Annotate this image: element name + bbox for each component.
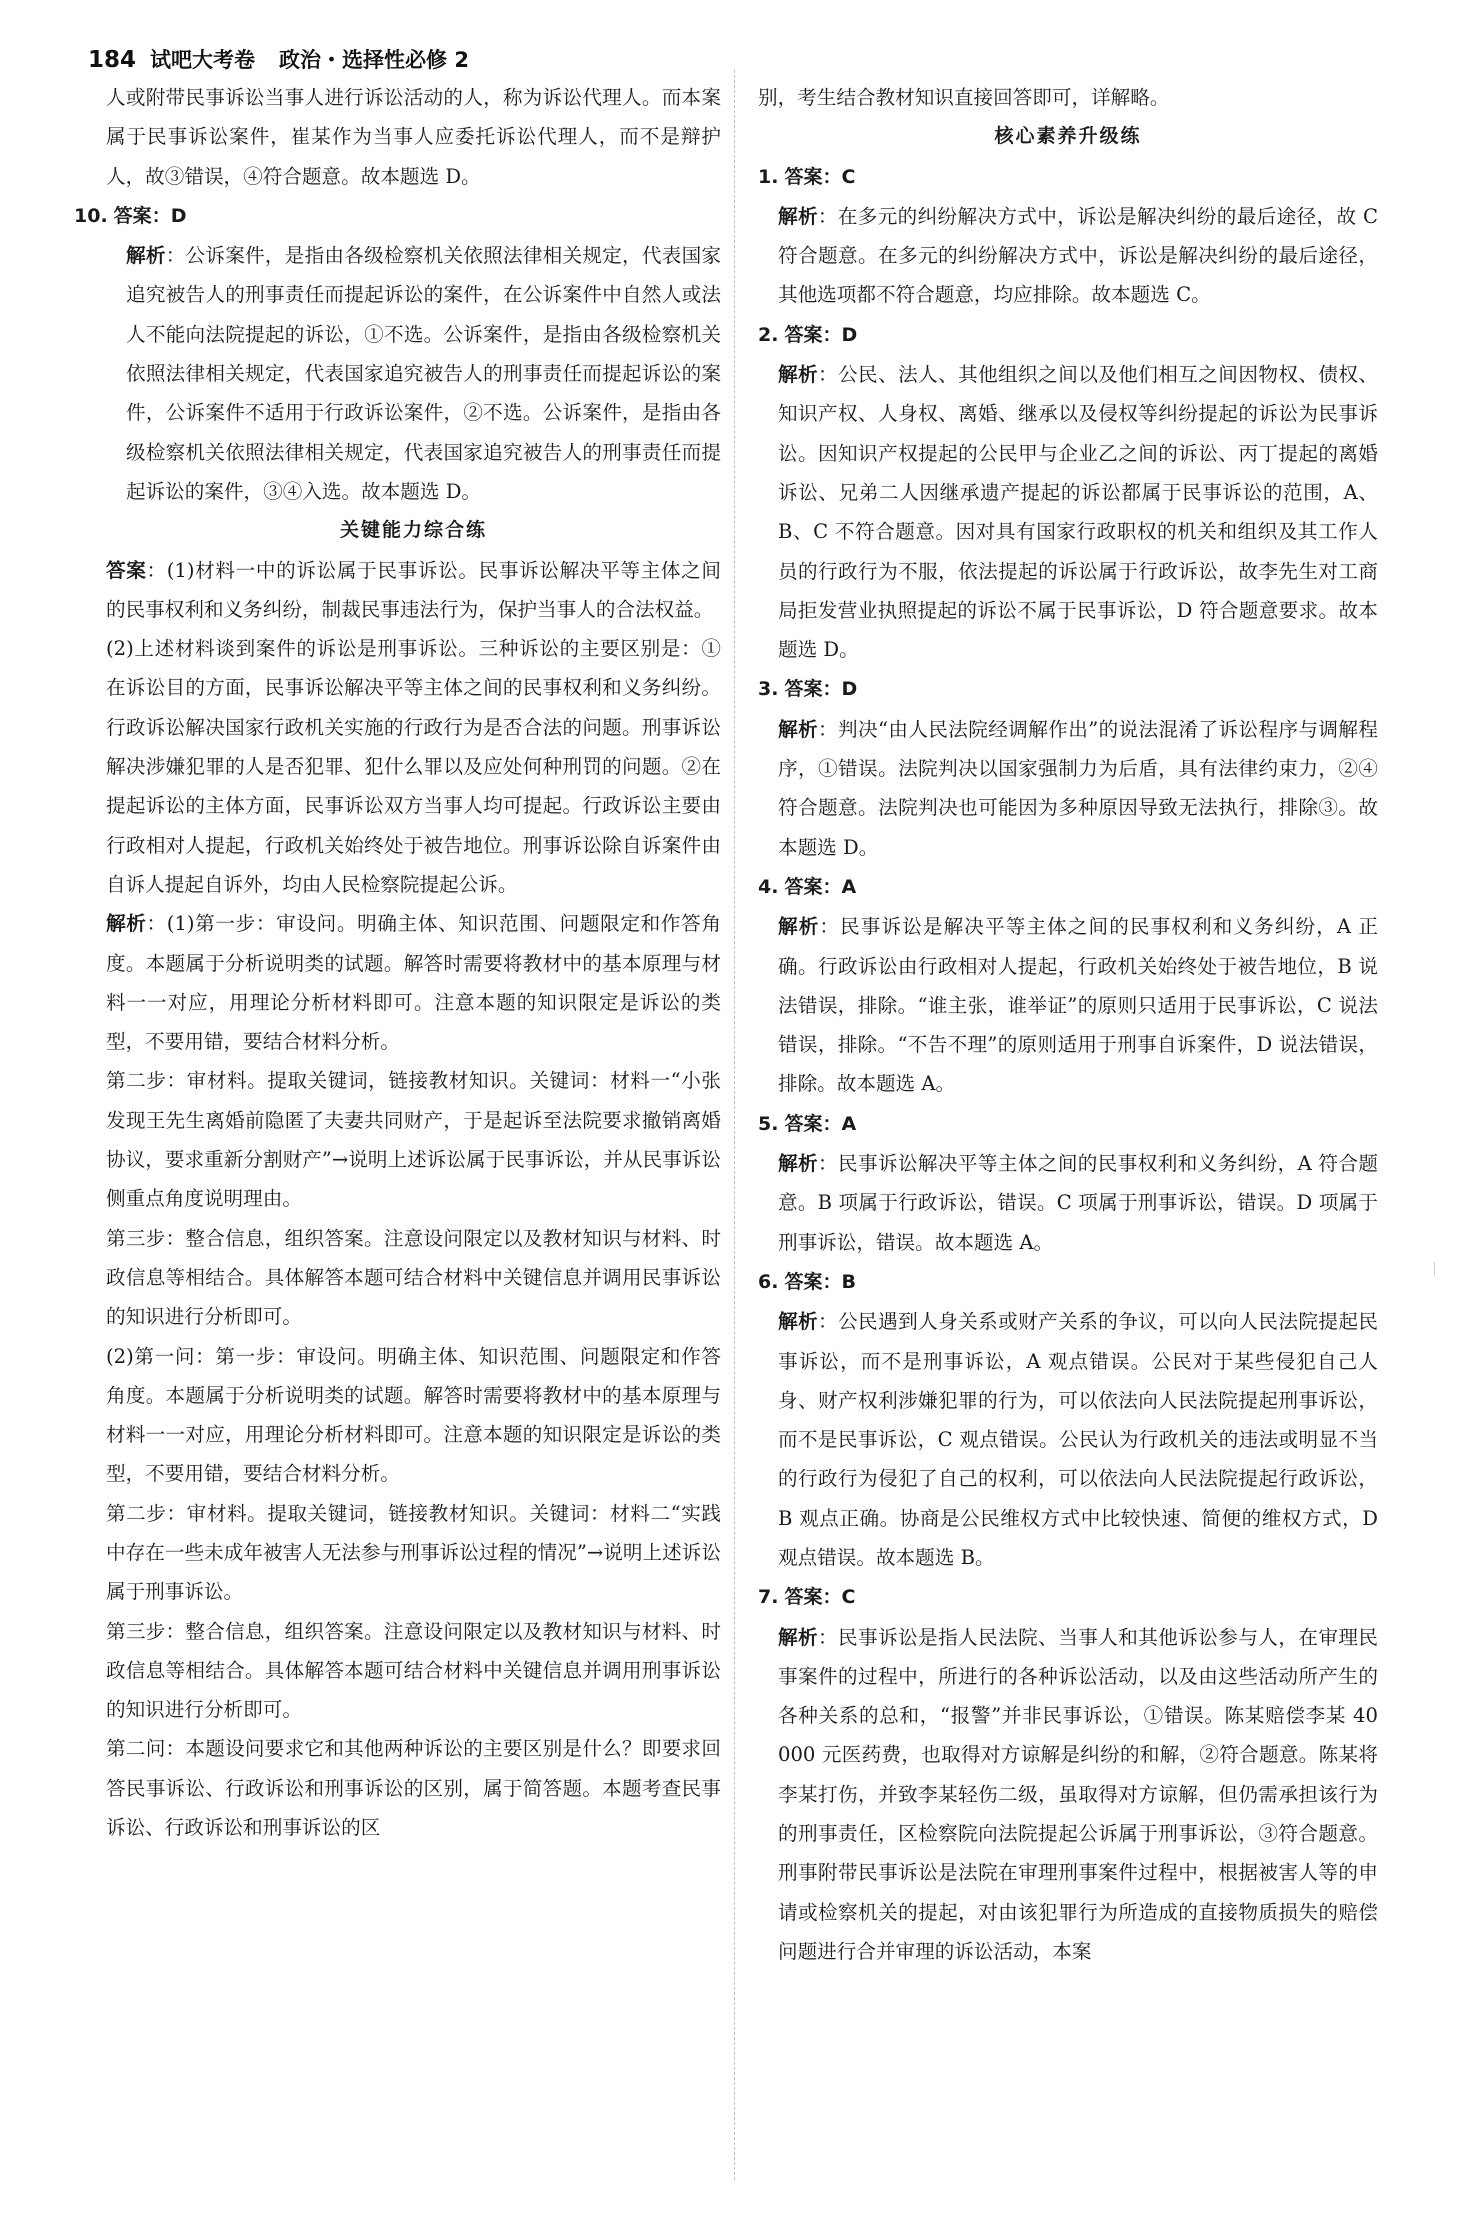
analysis-label: 解析	[106, 912, 147, 936]
question-1-answer	[758, 157, 1378, 197]
answer-label: 答案	[106, 558, 147, 582]
question-number: 3. 答案：D	[758, 678, 858, 701]
question-7-answer	[758, 1577, 1378, 1617]
question-4-analysis: 解析：民事诉讼是解决平等主体之间的民事权利和义务纠纷，A 正确。行政诉讼由行政相对人提起，行政机关始终处于被告地位，B 说法错误，排除。“谁主张，谁举证”的原则只适用于民事诉讼，C 说法错误，排除。“不告不理”的原则适用于刑事自诉案件，D 说法错误，排除。故本题选 A。	[778, 915, 1378, 1096]
margin-tick	[1434, 1262, 1435, 1276]
question-number: 7. 答案：C	[758, 1586, 856, 1609]
page-number: 184	[88, 47, 137, 73]
analysis-label: 解析	[126, 244, 166, 268]
section-heading: 核心素养升级练	[994, 125, 1142, 148]
analysis-label: 解析	[778, 363, 819, 387]
question-7-analysis: 解析：民事诉讼是指人民法院、当事人和其他诉讼参与人，在审理民事案件的过程中，所进行的各种诉讼活动，以及由这些活动所产生的各种关系的总和，“报警”并非民事诉讼，①错误。陈某赔偿李某 40 000 元医药费，也取得对方谅解是纠纷的和解，②符合题意。陈某将李某打伤，并致李某轻伤二级，虽取得对方谅解，但仍需承担该行为的刑事责任，区检察院向法院提起公诉属于刑事诉讼，③符合题意。刑事附带民事诉讼是法院在审理刑事案件过程中，根据被害人等的申请或检察机关的提起，对由该犯罪行为所造成的直接物质损失的赔偿问题进行合并审理的诉讼活动，本案	[778, 1625, 1379, 1963]
question-number: 2. 答案：D	[758, 323, 858, 346]
analysis-label: 解析	[778, 915, 820, 939]
left-column	[74, 78, 722, 1847]
analysis-label: 解析	[778, 204, 818, 228]
question-10-analysis	[106, 236, 721, 511]
analysis-paragraph-5: 第二步：审材料。提取关键词，链接教材知识。关键词：材料二“实践中存在一些未成年被害人无法参与刑事诉讼过程的情况”→说明上述诉讼属于刑事诉讼。	[106, 1501, 721, 1604]
answer-paragraph-2: (2)上述材料谈到案件的诉讼是刑事诉讼。三种诉讼的主要区别是：①在诉讼目的方面，民事诉讼解决平等主体之间的民事权利和义务纠纷。行政诉讼解决国家行政机关实施的行政行为是否合法的问题。刑事诉讼解决涉嫌犯罪的人是否犯罪、犯什么罪以及应处何种刑罚的问题。②在提起诉讼的主体方面，民事诉讼双方当事人均可提起。行政诉讼主要由行政相对人提起，行政机关始终处于被告地位。刑事诉讼除自诉案件由自诉人提起自诉外，均由人民检察院提起公诉。	[106, 637, 721, 896]
question-1-analysis: 解析：在多元的纠纷解决方式中，诉讼是解决纠纷的最后途径，故 C 符合题意。在多元的纠纷解决方式中，诉讼是解决纠纷的最后途径，其他选项都不符合题意，均应排除。故本题选 C。	[778, 204, 1378, 307]
analysis-paragraph-1: 解析：(1)第一步：审设问。明确主体、知识范围、问题限定和作答角度。本题属于分析说明类的试题。解答时需要将教材中的基本原理与材料一一对应，用理论分析材料即可。注意本题的知识限定是诉讼的类型，不要用错，要结合材料分析。	[106, 912, 721, 1054]
section-heading: 关键能力综合练	[339, 519, 487, 542]
subject-title: 政治・选择性必修 2	[279, 48, 469, 72]
question-6-answer	[758, 1262, 1378, 1302]
question-10-answer	[74, 196, 721, 236]
question-6-analysis: 解析：公民遇到人身关系或财产关系的争议，可以向人民法院提起民事诉讼，而不是刑事诉讼，A 观点错误。公民对于某些侵犯自己人身、财产权利涉嫌犯罪的行为，可以依法向人民法院提起刑事诉讼，而不是民事诉讼，C 观点错误。公民认为行政机关的违法或明显不当的行政行为侵犯了自己的权利，可以依法向人民法院提起行政诉讼，B 观点正确。协商是公民维权方式中比较快速、简便的维权方式，D 观点错误。故本题选 B。	[778, 1310, 1379, 1569]
continued-paragraph: 人或附带民事诉讼当事人进行诉讼活动的人，称为诉讼代理人。而本案属于民事诉讼案件，崔某作为当事人应委托诉讼代理人，而不是辩护人，故③错误，④符合题意。故本题选 D。	[106, 86, 721, 188]
question-5-answer	[758, 1104, 1378, 1144]
question-2-answer	[758, 315, 1378, 355]
analysis-paragraph-6: 第三步：整合信息，组织答案。注意设问限定以及教材知识与材料、时政信息等相结合。具体解答本题可结合材料中关键信息并调用刑事诉讼的知识进行分析即可。	[106, 1619, 721, 1722]
question-number: 10. 答案	[74, 204, 152, 227]
analysis-paragraph-7: 第二问：本题设问要求它和其他两种诉讼的主要区别是什么？即要求回答民事诉讼、行政诉讼和刑事诉讼的区别，属于简答题。本题考查民事诉讼、行政诉讼和刑事诉讼的区	[106, 1737, 721, 1840]
right-column	[758, 78, 1378, 1971]
continued-paragraph: 别，考生结合教材知识直接回答即可，详解略。	[758, 86, 1170, 109]
answer-paragraph-1: 答案：(1)材料一中的诉讼属于民事诉讼。民事诉讼解决平等主体之间的民事权利和义务纠纷，制裁民事违法行为，保护当事人的合法权益。	[106, 558, 721, 621]
column-divider	[734, 70, 735, 2180]
analysis-label: 解析	[778, 1152, 818, 1176]
analysis-text: ：公诉案件，是指由各级检察机关依照法律相关规定，代表国家追究被告人的刑事责任而提起诉讼的案件，在公诉案件中自然人或法人不能向法院提起的诉讼，①不选。公诉案件，是指由各级检察机关依照法律相关规定，代表国家追究被告人的刑事责任而提起诉讼的案件，公诉案件不适用于行政诉讼案件，②不选。公诉案件，是指由各级检察机关依照法律相关规定，代表国家追究被告人的刑事责任而提起诉讼的案件，③④入选。故本题选 D。	[126, 244, 722, 503]
analysis-label: 解析	[778, 717, 818, 741]
question-2-analysis: 解析：公民、法人、其他组织之间以及他们相互之间因物权、债权、知识产权、人身权、离婚、继承以及侵权等纠纷提起的诉讼为民事诉讼。因知识产权提起的公民甲与企业乙之间的诉讼、丙丁提起的离婚诉讼、兄弟二人因继承遗产提起的诉讼都属于民事诉讼的范围，A、B、C 不符合题意。因对具有国家行政职权的机关和组织及其工作人员的行政行为不服，依法提起的诉讼属于行政诉讼，故李先生对工商局拒发营业执照提起的诉讼不属于民事诉讼，D 符合题意要求。故本题选 D。	[778, 363, 1379, 662]
book-title: 试吧大考卷	[150, 48, 256, 72]
question-number: 1. 答案：C	[758, 165, 856, 188]
analysis-paragraph-4: (2)第一问：第一步：审设问。明确主体、知识范围、问题限定和作答角度。本题属于分析说明类的试题。解答时需要将教材中的基本原理与材料一一对应，用理论分析材料即可。注意本题的知识限定是诉讼的类型，不要用错，要结合材料分析。	[106, 1344, 721, 1486]
question-number: 5. 答案：A	[758, 1112, 857, 1135]
question-4-answer	[758, 867, 1378, 907]
analysis-label: 解析	[778, 1310, 819, 1334]
answer-value: ：D	[151, 204, 187, 227]
question-number: 6. 答案：B	[758, 1270, 856, 1293]
analysis-label: 解析	[778, 1625, 819, 1649]
question-number: 4. 答案：A	[758, 875, 857, 898]
question-3-answer	[758, 669, 1378, 709]
question-3-analysis: 解析：判决“由人民法院经调解作出”的说法混淆了诉讼程序与调解程序，①错误。法院判决以国家强制力为后盾，具有法律约束力，②④符合题意。法院判决也可能因为多种原因导致无法执行，排除③。故本题选 D。	[778, 717, 1379, 859]
analysis-paragraph-2: 第二步：审材料。提取关键词，链接教材知识。关键词：材料一“小张发现王先生离婚前隐匿了夫妻共同财产，于是起诉至法院要求撤销离婚协议，要求重新分割财产”→说明上述诉讼属于民事诉讼，并从民事诉讼侧重点角度说明理由。	[106, 1069, 721, 1211]
analysis-paragraph-3: 第三步：整合信息，组织答案。注意设问限定以及教材知识与材料、时政信息等相结合。具体解答本题可结合材料中关键信息并调用民事诉讼的知识进行分析即可。	[106, 1226, 721, 1329]
question-5-analysis: 解析：民事诉讼解决平等主体之间的民事权利和义务纠纷，A 符合题意。B 项属于行政诉讼，错误。C 项属于刑事诉讼，错误。D 项属于刑事诉讼，错误。故本题选 A。	[778, 1152, 1378, 1254]
